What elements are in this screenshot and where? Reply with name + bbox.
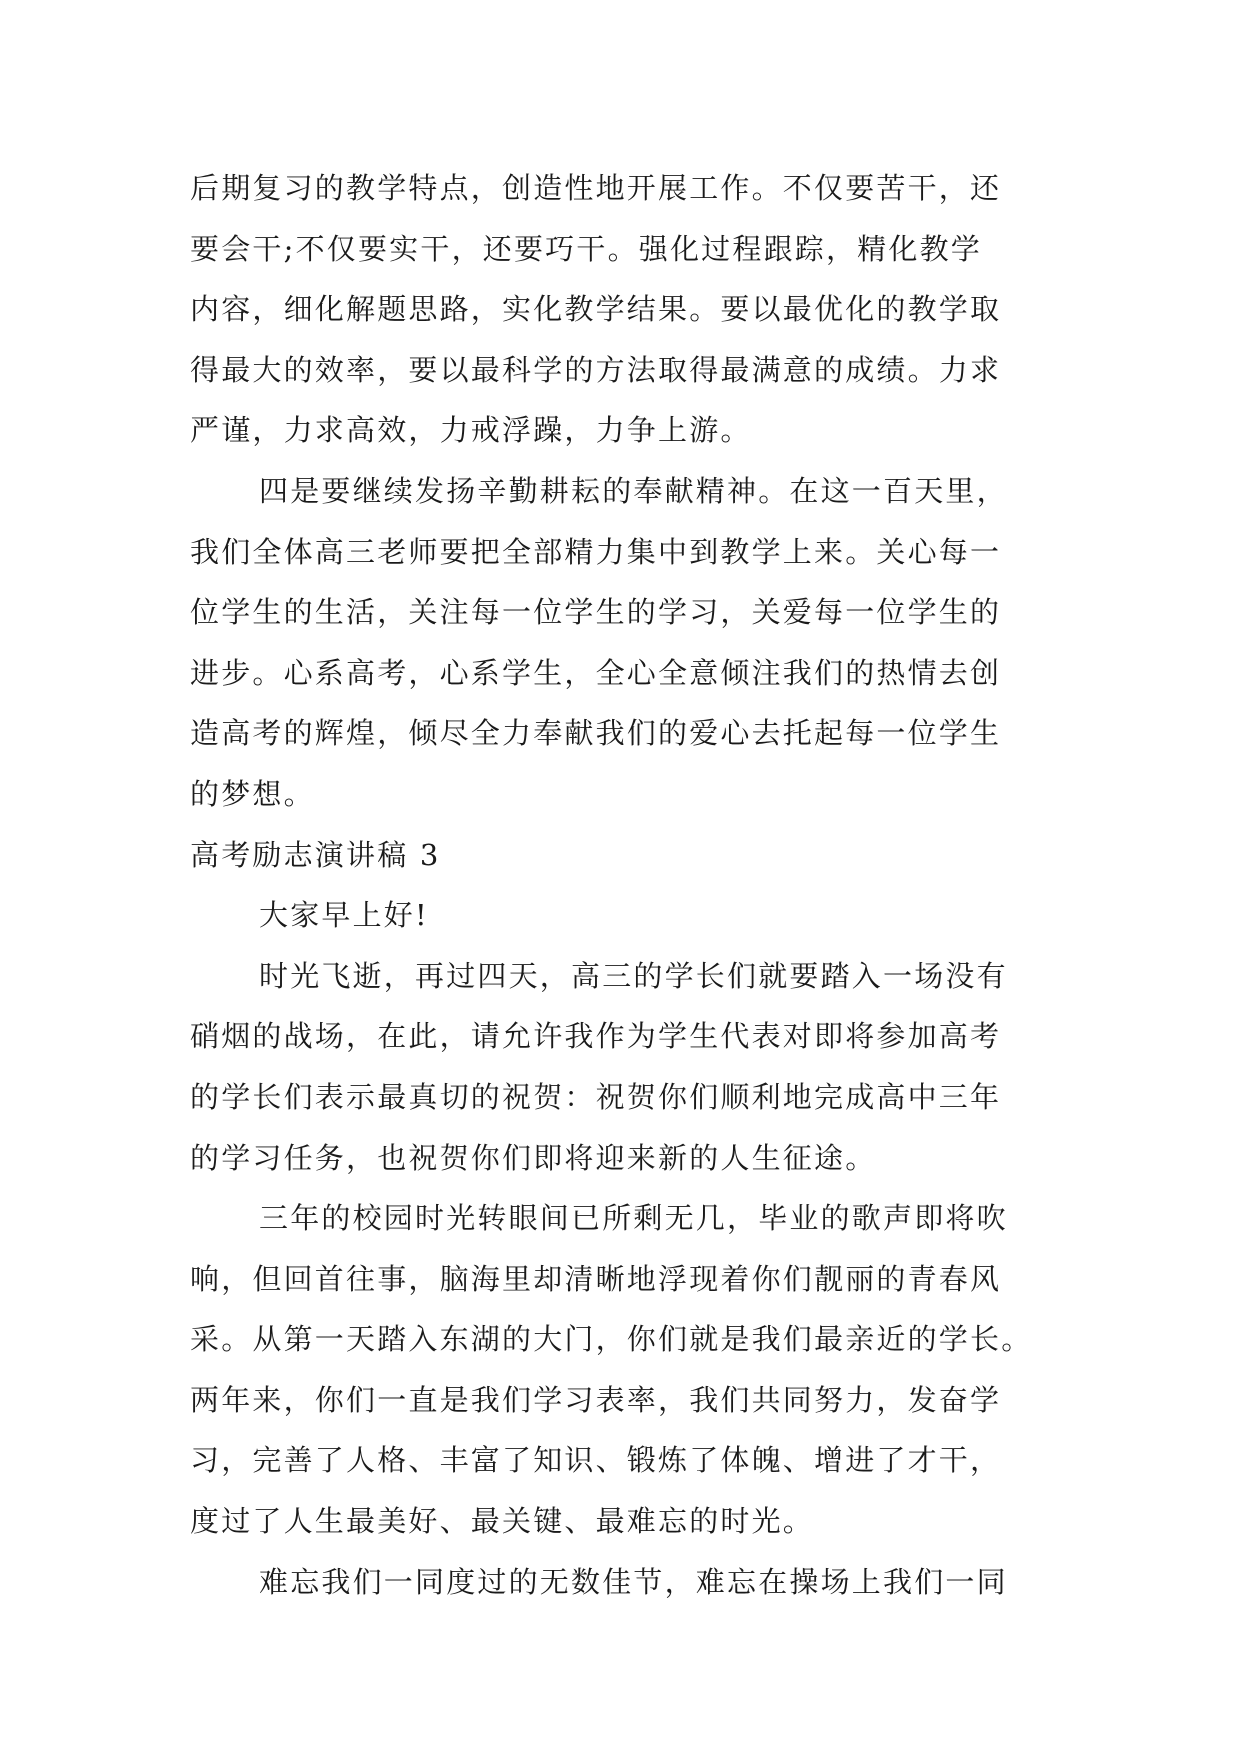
text-line: 位学生的生活，关注每一位学生的学习，关爱每一位学生的 [190, 595, 1002, 630]
text-line: 严谨，力求高效，力戒浮躁，力争上游。 [190, 413, 752, 448]
text-line: 进步。心系高考，心系学生，全心全意倾注我们的热情去创 [190, 655, 1002, 690]
text-line: 要会干;不仅要实干，还要巧干。强化过程跟踪，精化教学 [190, 231, 982, 266]
text-line: 造高考的辉煌，倾尽全力奉献我们的爱心去托起每一位学生 [190, 716, 1002, 751]
text-line: 时光飞逝，再过四天，高三的学长们就要踏入一场没有 [259, 958, 1008, 993]
text-line: 的梦想。 [190, 776, 315, 811]
text-line: 的学习任务，也祝贺你们即将迎来新的人生征途。 [190, 1140, 877, 1175]
text-line: 内容，细化解题思路，实化教学结果。要以最优化的教学取 [190, 292, 1002, 327]
text-line: 后期复习的教学特点，创造性地开展工作。不仅要苦干，还 [190, 171, 1002, 205]
text-line: 硝烟的战场，在此，请允许我作为学生代表对即将参加高考 [190, 1019, 1002, 1054]
text-line: 响，但回首往事，脑海里却清晰地浮现着你们靓丽的青春风 [190, 1261, 1002, 1296]
document-body [190, 158, 1060, 1612]
text-line: 三年的校园时光转眼间已所剩无几，毕业的歌声即将吹 [259, 1201, 1008, 1236]
text-line: 采。从第一天踏入东湖的大门，你们就是我们最亲近的学长。 [190, 1322, 1033, 1357]
text-line: 大家早上好! [259, 898, 429, 933]
text-line: 难忘我们一同度过的无数佳节，难忘在操场上我们一同 [259, 1564, 1008, 1599]
text-line: 我们全体高三老师要把全部精力集中到教学上来。关心每一 [190, 534, 1002, 569]
text-line: 度过了人生最美好、最关键、最难忘的时光。 [190, 1504, 815, 1539]
text-line: 习，完善了人格、丰富了知识、锻炼了体魄、增进了才干， [190, 1443, 1002, 1478]
text-line: 高考励志演讲稿 3 [190, 837, 441, 872]
text-line: 的学长们表示最真切的祝贺：祝贺你们顺利地完成高中三年 [190, 1079, 1002, 1114]
text-line: 四是要继续发扬辛勤耕耘的奉献精神。在这一百天里， [259, 473, 1008, 508]
text-line: 得最大的效率，要以最科学的方法取得最满意的成绩。力求 [190, 352, 1002, 387]
text-line: 两年来，你们一直是我们学习表率，我们共同努力，发奋学 [190, 1382, 1002, 1417]
